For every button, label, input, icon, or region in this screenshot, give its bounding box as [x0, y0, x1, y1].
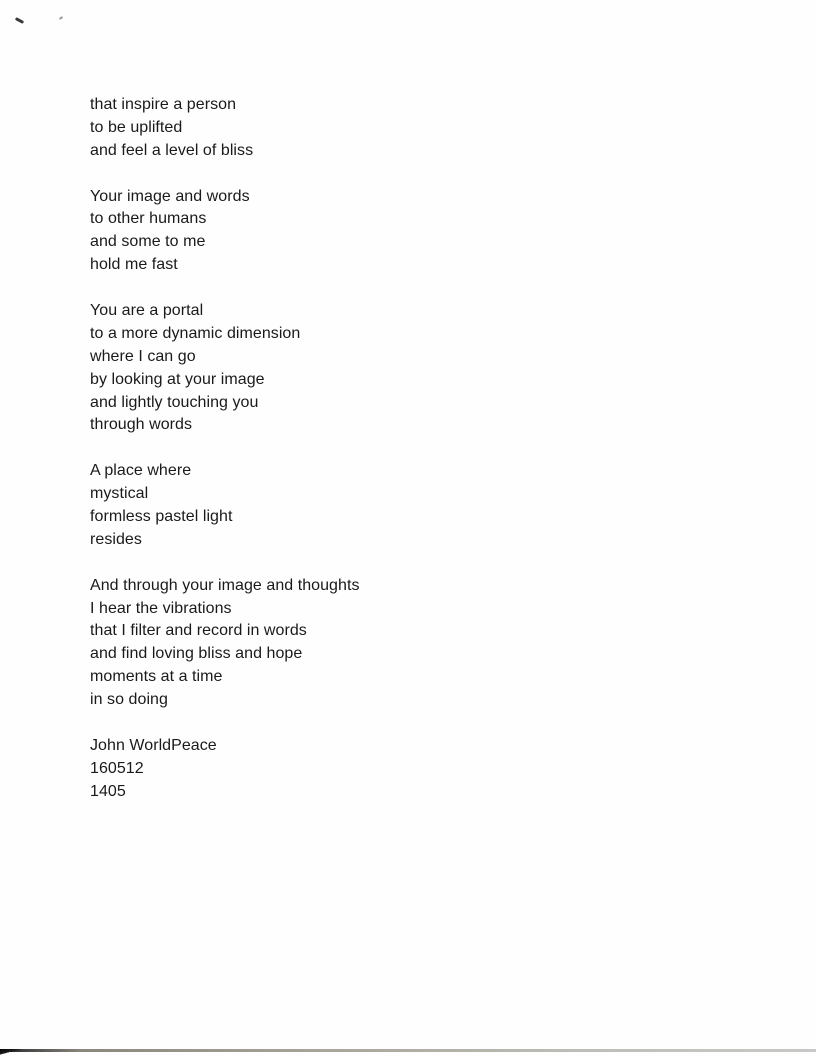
poem-line: and some to me — [90, 233, 206, 251]
poem-line: by looking at your image — [90, 370, 265, 388]
poem-line: hold me fast — [90, 256, 178, 274]
poem-line: that I filter and record in words — [90, 622, 307, 640]
signature-block — [90, 735, 690, 804]
poem-line: A place where — [90, 462, 192, 480]
scan-bottom-edge — [0, 1049, 816, 1052]
scan-speck — [15, 17, 24, 24]
poem-line: to other humans — [90, 210, 207, 228]
poem-line: that inspire a person — [90, 96, 237, 113]
poem-line: and lightly touching you — [90, 393, 259, 411]
author-name: John WorldPeace — [90, 736, 217, 754]
poem-line: to be uplifted — [90, 118, 183, 136]
poem-line: where I can go — [90, 347, 196, 365]
poem-line: moments at a time — [90, 668, 223, 686]
poem-line: And through your image and thoughts — [90, 576, 360, 594]
poem-line: through words — [90, 416, 193, 434]
poem-line: formless pastel light — [90, 508, 233, 526]
scan-corner-shadow — [0, 1049, 26, 1056]
poem-line: and find loving bliss and hope — [90, 645, 303, 663]
stanza-1 — [90, 94, 690, 163]
date-stamp: 160512 — [90, 759, 144, 777]
stanza-3 — [90, 300, 690, 437]
poem-line: mystical — [90, 485, 149, 503]
stanza-4 — [90, 460, 690, 552]
poem-line: to a more dynamic dimension — [90, 324, 301, 342]
poem-line: and feel a level of bliss — [90, 141, 254, 159]
poem-line: in so doing — [90, 691, 168, 709]
stanza-2 — [90, 186, 690, 278]
poem-body — [90, 94, 690, 827]
poem-line: You are a portal — [90, 302, 204, 320]
poem-line: I hear the vibrations — [90, 599, 232, 617]
poem-line: resides — [90, 530, 142, 548]
stanza-5 — [90, 575, 690, 712]
scan-speck — [59, 16, 63, 20]
time-stamp: 1405 — [90, 782, 126, 800]
poem-line: Your image and words — [90, 187, 250, 205]
